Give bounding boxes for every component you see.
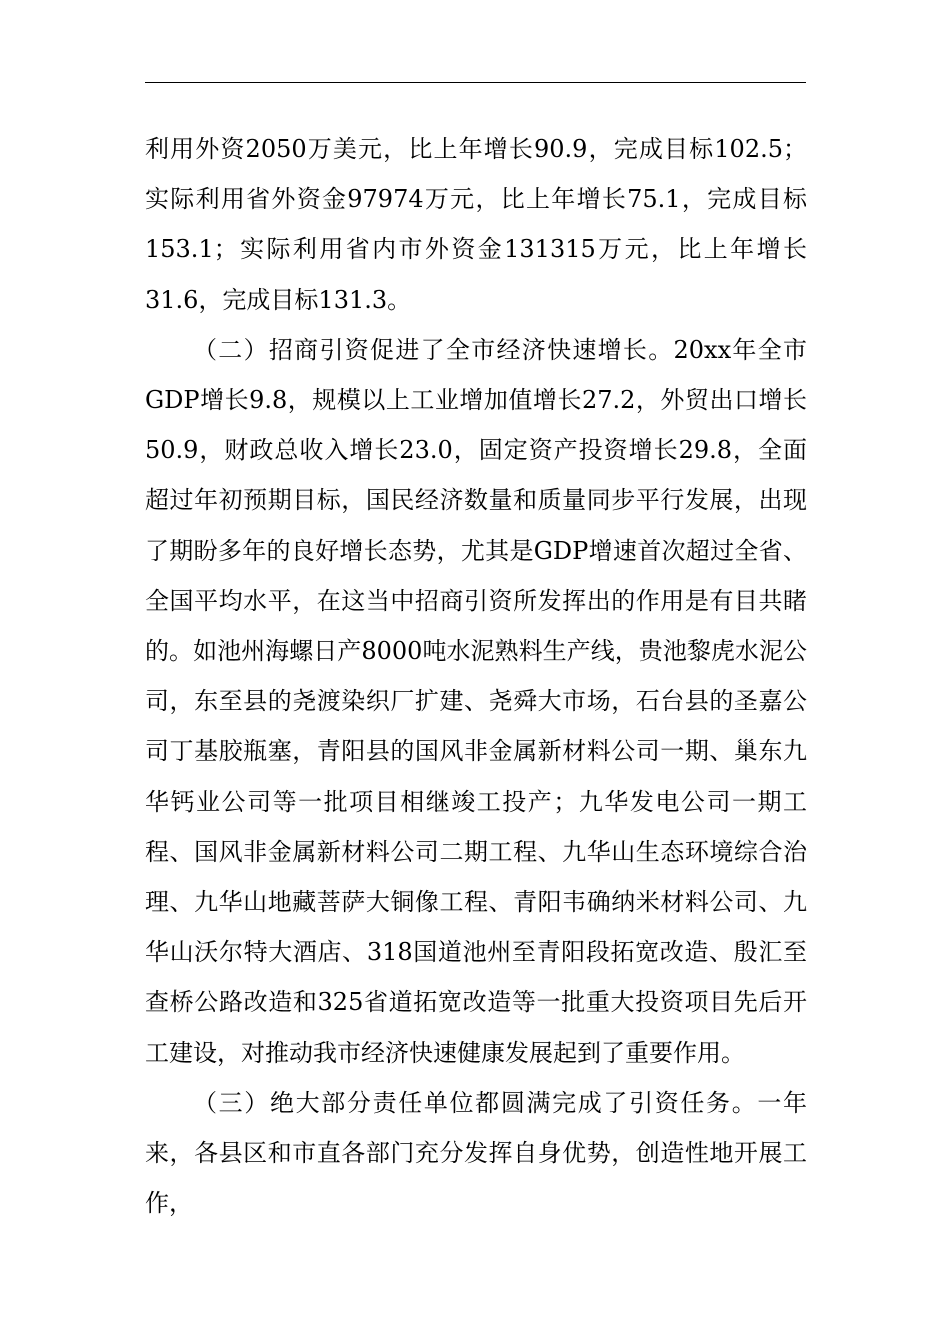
paragraph-economic-growth: （二）招商引资促进了全市经济快速增长。20xx年全市GDP增长9.8，规模以上工业增加值增长27.2，外贸出口增长50.9，财政总收入增长23.0，固定资产投资增长29.8，全面超过年初预期目标，国民经济数量和质量同步平行发展，出现了期盼多年的良好增长态势，尤其是GDP增速首次超过全省、全国平均水平，在这当中招商引资所发挥出的作用是有目共睹的。如池州海螺日产8000吨水泥熟料生产线，贵池黎虎水泥公司，东至县的尧渡染织厂扩建、尧舜大市场，石台县的圣嘉公司丁基胶瓶塞，青阳县的国风非金属新材料公司一期、巢东九华钙业公司等一批项目相继竣工投产；九华发电公司一期工程、国风非金属新材料公司二期工程、九华山生态环境综合治理、九华山地藏菩萨大铜像工程、青阳韦确纳米材料公司、九华山沃尔特大酒店、318国道池州至青阳段拓宽改造、殷汇至查桥公路改造和325省道拓宽改造等一批重大投资项目先后开工建设，对推动我市经济快速健康发展起到了重要作用。	[145, 335, 807, 1067]
document-body	[145, 124, 807, 1228]
paragraph-responsible-units: （三）绝大部分责任单位都圆满完成了引资任务。一年来，各县区和市直各部门充分发挥自身优势，创造性地开展工作，	[145, 1088, 807, 1218]
paragraph-investment-figures: 利用外资2050万美元，比上年增长90.9，完成目标102.5；实际利用省外资金97974万元，比上年增长75.1，完成目标153.1；实际利用省内市外资金131315万元，比上年增长31.6，完成目标131.3。	[145, 135, 807, 314]
header-rule	[145, 82, 806, 83]
